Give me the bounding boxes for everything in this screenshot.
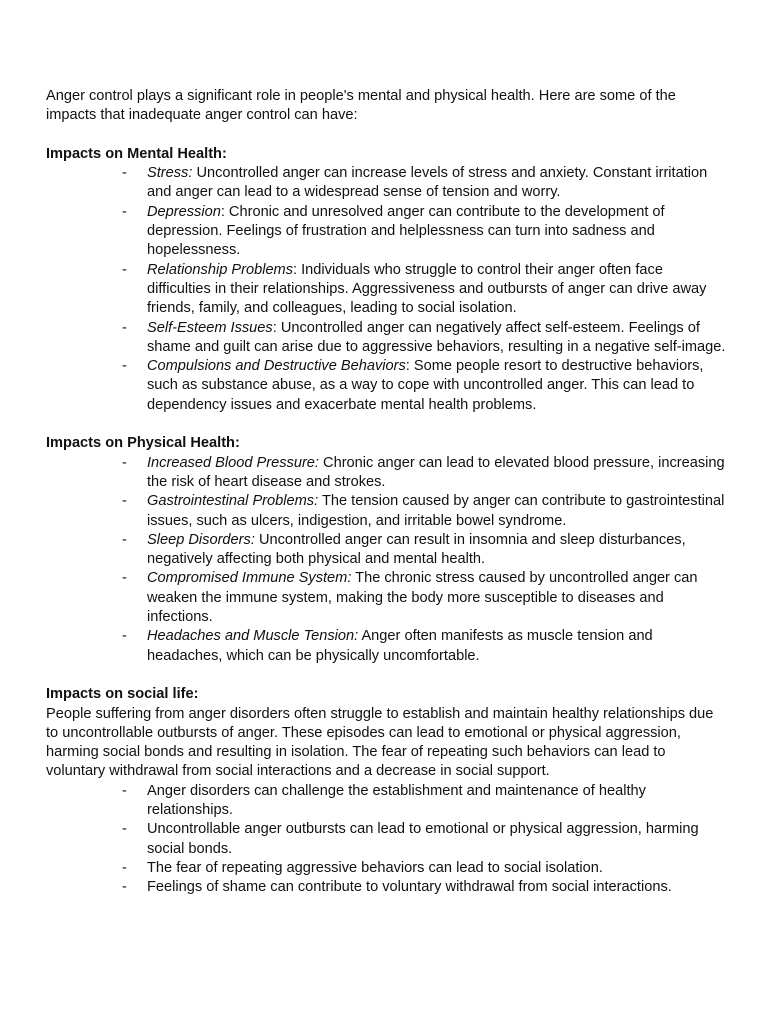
item-text: Chronic anger can lead to elevated blood pressure, increasing the risk of heart disease and strokes. [147,454,725,490]
dash-marker: - [122,358,127,375]
item-text: : Some people resort to destructive behaviors, such as substance abuse, as a way to cope with uncontrolled anger. This can lead to dependency issues and exacerbate mental health problems. [147,358,704,413]
dash-marker: - [122,165,127,182]
intro-paragraph: Anger control plays a significant role in people's mental and physical health. Here are some of the impacts that inadequate anger control can have: [46,88,676,124]
list-item [46,782,726,821]
dash-marker: - [122,261,127,278]
dash-marker: - [122,319,127,336]
social-life-heading: Impacts on social life: [46,686,199,703]
list-item [46,261,726,319]
item-term: Stress: [147,165,193,182]
physical-health-heading: Impacts on Physical Health: [46,435,240,452]
list-item [46,319,726,358]
item-term: Gastrointestinal Problems: [147,493,319,510]
item-term: Compulsions and Destructive Behaviors [147,358,406,375]
physical-health-section [46,434,726,666]
dash-marker: - [122,879,127,896]
mental-health-list [46,164,726,415]
dash-marker: - [122,493,127,510]
dash-marker: - [122,782,127,799]
mental-health-section [46,145,726,415]
physical-health-list [46,454,726,666]
list-item [46,203,726,261]
dash-marker: - [122,628,127,645]
item-text: Anger disorders can challenge the establishment and maintenance of healthy relationships. [147,782,646,818]
item-term: Self-Esteem Issues [147,319,273,336]
list-item [46,627,726,666]
list-item [46,357,726,415]
social-life-section [46,685,726,897]
item-text: The fear of repeating aggressive behaviors can lead to social isolation. [147,859,603,876]
item-term: Headaches and Muscle Tension: [147,628,359,645]
item-text: : Individuals who struggle to control their anger often face difficulties in their relationships. Aggressiveness and outbursts of anger can drive away friends, family, and colleagues, leading to social isolation. [147,261,707,317]
item-text: The tension caused by anger can contribute to gastrointestinal issues, such as ulcers, indigestion, and irritable bowel syndrome. [147,493,725,529]
dash-marker: - [122,821,127,838]
item-text: Anger often manifests as muscle tension and headaches, which can be physically uncomfortable. [147,628,653,664]
dash-marker: - [122,570,127,587]
item-text: Uncontrollable anger outbursts can lead to emotional or physical aggression, harming social bonds. [147,821,699,857]
item-text: : Uncontrolled anger can negatively affect self-esteem. Feelings of shame and guilt can arise due to aggressive behaviors, resulting in a negative self-image. [147,319,726,355]
list-item [46,820,726,859]
document-page [46,87,726,897]
item-text: The chronic stress caused by uncontrolled anger can weaken the immune system, making the body more susceptible to diseases and infections. [147,570,698,626]
mental-health-heading: Impacts on Mental Health: [46,145,227,162]
item-term: Compromised Immune System: [147,570,352,587]
list-item [46,164,726,203]
dash-marker: - [122,454,127,471]
list-item [46,878,726,897]
list-item [46,454,726,493]
item-text: Feelings of shame can contribute to voluntary withdrawal from social interactions. [147,879,672,896]
dash-marker: - [122,531,127,548]
dash-marker: - [122,203,127,220]
dash-marker: - [122,859,127,876]
list-item [46,859,726,878]
item-term: Relationship Problems [147,261,294,278]
list-item [46,531,726,570]
item-term: Sleep Disorders: [147,531,255,548]
list-item [46,492,726,531]
social-life-paragraph: People suffering from anger disorders often struggle to establish and maintain healthy relationships due to uncontrollable outbursts of anger. These episodes can lead to emotional or physical aggression, harming social bonds and resulting in isolation. The fear of repeating such behaviors can lead to voluntary withdrawal from social interactions and a decrease in social support. [46,705,714,780]
social-life-list [46,782,726,898]
list-item [46,569,726,627]
item-text: Uncontrolled anger can result in insomnia and sleep disturbances, negatively affecting both physical and mental health. [147,531,686,568]
item-text: Uncontrolled anger can increase levels of stress and anxiety. Constant irritation and anger can lead to a widespread sense of tension and worry. [147,165,708,201]
item-term: Increased Blood Pressure: [147,454,319,471]
item-term: Depression [147,203,221,220]
item-text: : Chronic and unresolved anger can contribute to the development of depression. Feelings of frustration and helplessness can turn into sadness and hopelessness. [147,203,665,259]
